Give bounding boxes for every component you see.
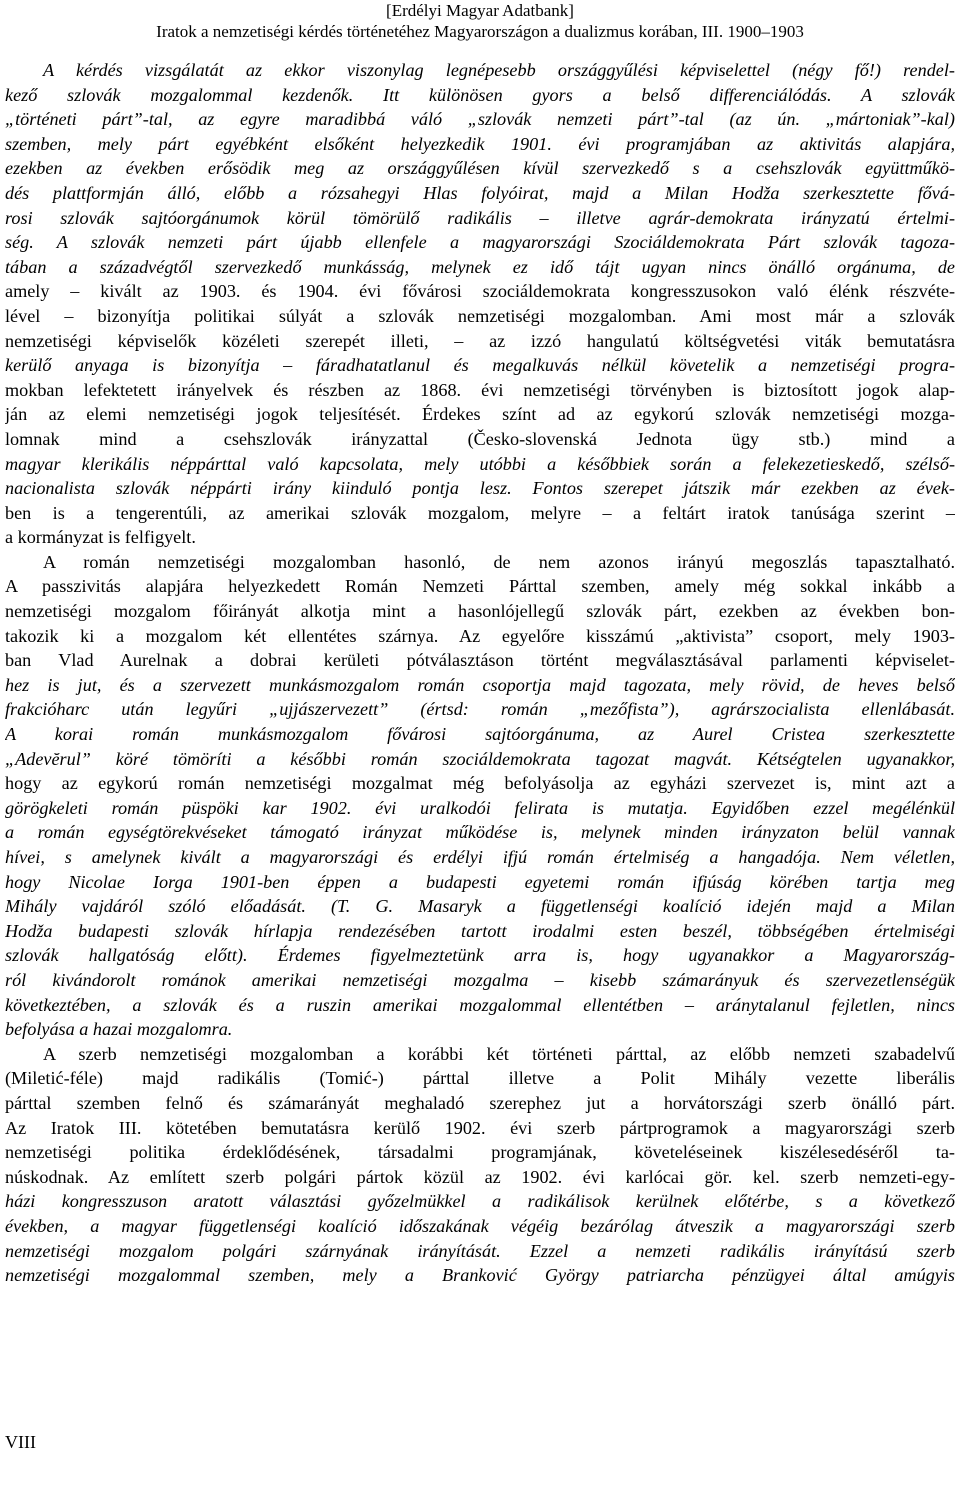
text-line: (Miletić-féle) majd radikális (Tomić-) párttal illetve a Polit Mihály vezette liberális	[5, 1068, 955, 1089]
text-line: A passzivitás alapjára helyezkedett Román Nemzeti Párttal szemben, amely még sokkal inkább a	[5, 576, 955, 597]
text-line: a kormányzat is felfigyelt.	[5, 527, 196, 548]
text-line: Mihály vajdáról szóló előadását. (T. G. Masaryk a függetlenségi koalíció idején majd a Milan	[5, 896, 955, 917]
text-line: A román nemzetiségi mozgalomban hasonló, de nem azonos irányú megoszlás tapasztalható.	[43, 551, 955, 572]
text-line: A korai román munkásmozgalom fővárosi sajtóorgánuma, az Aurel Cristea szerkesztette	[5, 724, 955, 745]
text-line: következtében, a szlovák és a ruszin amerikai mozgalommal ellentétben – aránytalanul fejletlen, nincs	[5, 994, 955, 1015]
text-line: nemzetiségi politika érdeklődésének, társadalmi programjának, követeléseinek kiszélesedéséről ta-	[5, 1142, 955, 1163]
text-line: hogy az egykorú román nemzetiségi mozgalmat még befolyásolja az egyházi szervezet is, mint azt a	[5, 773, 955, 794]
text-line: a román egységtörekvéseket támogató irányzat működése is, melynek minden irányzaton belül vannak	[5, 822, 955, 843]
text-line: befolyása a hazai mozgalomra.	[5, 1019, 233, 1040]
text-line: nemzetiségi mozgalommal szemben, mely a Branković György patriarcha pénzügyei által amúgyis	[5, 1265, 955, 1286]
text-line: ben is a tengerentúli, az amerikai szlovák mozgalom, melyre – a feltárt iratok tanúsága szerint –	[5, 502, 955, 523]
running-header	[0, 0, 960, 42]
text-line: görögkeleti román püspöki kar 1902. évi uralkodói felirata is mutatja. Egyidőben ezzel megélénkül	[5, 797, 955, 818]
text-line: Hodža budapesti szlovák hírlapja rendezésében tartott irodalmi esten beszél, többségében értelmiségi	[5, 920, 955, 941]
text-line: kerülő anyaga is bizonyítja – fáradhatatlanul és megalkuvás nélkül követelik a nemzetiségi progra-	[5, 355, 955, 376]
text-line: tában a századvégtől szervezkedő munkásság, melynek ez idő tájt ugyan nincs önálló orgánuma, de	[5, 256, 955, 277]
text-line: hívei, s amelynek kivált a magyarországi és erdélyi ifjú román értelmiség a hangadója. Nem véletlen,	[5, 847, 955, 867]
text-line: lével – bizonyítja politikai súlyát a szlovák nemzetiségi mozgalomban. Ami most már a szlovák	[5, 305, 955, 326]
text-line: lomnak mind a csehszlovák irányzattal (Česko-slovenská Jednota ügy stb.) mind a	[5, 428, 955, 449]
page-number: VIII	[5, 1432, 36, 1452]
text-line: magyar klerikális néppárttal való kapcsolata, mely utóbbi a későbbiek során a felekezetieskedő, szélső-	[5, 453, 955, 474]
text-line: ség. A szlovák nemzeti párt újabb ellenfele a magyarországi Szociáldemokrata Párt szlovák tagoza-	[5, 232, 955, 253]
text-line: hez is jut, és a szervezett munkásmozgalom román csoportja majd tagozata, mely rövid, de heves belső	[5, 674, 955, 695]
text-line: szemben, mely párt egyébként elsőként helyezkedik 1901. évi programjában az aktivitás alapjára,	[5, 133, 955, 154]
text-line: kező szlovák mozgalommal kezdenők. Itt különösen gyors a belső differenciálódás. A szlovák	[5, 84, 955, 105]
text-line: takozik ki a mozgalom két ellentétes szárnya. Az egyelőre kisszámú „aktivista” csoport, mely 1903-	[5, 625, 955, 646]
text-line: „történeti párt”-tal, az egyre maradibbá váló „szlovák nemzeti párt”-tal (az ún. „mártoniak”-kal)	[5, 109, 955, 130]
text-line: dés plattformján álló, előbb a rózsahegyi Hlas folyóirat, majd a Milan Hodža szerkesztette fővá-	[5, 182, 955, 203]
text-line: ról kivándorolt románok amerikai nemzetiségi mozgalma – kisebb számarányuk és szervezetlenségük	[5, 969, 955, 990]
text-line: nemzetiségi képviselők közéleti szerepét illeti, – az izzó hangulatú költségvetési viták bemutatásra	[5, 330, 955, 351]
text-line: Az Iratok III. kötetében bemutatásra kerülő 1902. évi szerb pártprogramok a magyarországi szerb	[5, 1117, 955, 1138]
text-line: amely – kivált az 1903. és 1904. évi fővárosi szociáldemokrata kongresszusokon való élénk részvéte-	[5, 281, 955, 302]
text-line: ban Vlad Aurelnak a dobrai kerületi pótválasztáson történt megválasztásával parlamenti képviselet-	[5, 650, 955, 671]
text-line: „Adevĕrul” köré tömöríti a későbbi román szociáldemokrata tagozat magvát. Kétségtelen ugyanakkor,	[5, 748, 955, 769]
text-line: években, a magyar függetlenségi koalíció időszakának végéig bezárólag átveszik a magyarországi szerb	[5, 1215, 955, 1236]
header-title: Iratok a nemzetiségi kérdés történetéhez Magyarországon a dualizmus korában, III. 1900–1903	[156, 22, 804, 41]
text-line: A kérdés vizsgálatát az ekkor viszonylag legnépesebb országgyűlési képviselettel (négy fő!) rendel-	[43, 60, 955, 80]
body-text	[5, 58, 955, 1288]
text-line: nacionalista szlovák néppárti irány kiinduló pontja lesz. Fontos szerepet játszik már ezekben az évek-	[5, 478, 955, 499]
text-line: ján az elemi nemzetiségi jogok teljesítését. Érdekes színt ad az egykorú szlovák nemzetiségi mozga-	[5, 404, 955, 425]
text-line: nemzetiségi mozgalom polgári szárnyának irányítását. Ezzel a nemzeti radikális irányítású szerb	[5, 1240, 955, 1261]
text-line: rosi szlovák sajtóorgánumok körül tömörülő radikális – illetve agrár-demokrata irányzatú értelmi-	[5, 207, 955, 228]
text-line: házi kongresszuson aratott választási győzelmükkel a radikálisok kerülnek előtérbe, s a következő	[5, 1191, 955, 1212]
text-line: A szerb nemzetiségi mozgalomban a korábbi két történeti párttal, az előbb nemzeti szabadelvű	[43, 1043, 955, 1064]
text-line: nemzetiségi mozgalom főirányát alkotja mint a hasonlójellegű szlovák párt, ezekben az években bon-	[5, 601, 955, 622]
text-line: párttal szemben felnő és számarányát meghaladó szerephez jut a horvátországi szerb önálló párt.	[5, 1092, 955, 1113]
text-line: szlovák hallgatóság előtt). Érdemes figyelmeztetünk arra is, hogy ugyanakkor a Magyarország-	[5, 945, 955, 966]
text-line: ezekben az években erősödik meg az országgyűlésen kívül szervezkedő s a csehszlovák együttműkö-	[5, 158, 955, 179]
text-line: frakcióharc után legyűri „ujjászervezett” (értsd: román „mezőfista”), agrárszocialista ellenlábasát.	[5, 699, 955, 720]
text-line: mokban lefektetett irányelvek és részben az 1868. évi nemzetiségi törvényben is biztosított jogok alap-	[5, 379, 955, 400]
text-line: núskodnak. Az említett szerb polgári pártok közül az 1902. évi karlócai gör. kel. szerb nemzeti-egy-	[5, 1166, 955, 1187]
header-source: [Erdélyi Magyar Adatbank]	[386, 1, 574, 20]
text-line: hogy Nicolae Iorga 1901-ben éppen a budapesti egyetemi román ifjúság körében tartja meg	[5, 871, 955, 892]
